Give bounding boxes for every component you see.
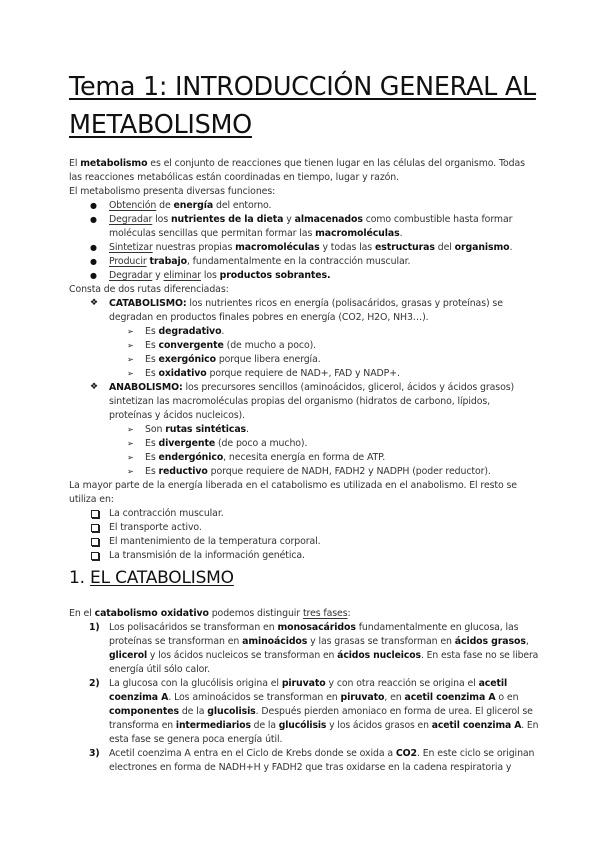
phase-3-line-2: electrones en forma de NADH+H y FADH2 que tras oxidarse en la cadena respiratoria y bbox=[109, 762, 512, 773]
arrow-bullet-icon: ➢ bbox=[127, 467, 134, 476]
anabolismo-line-3: proteínas y ácidos nucleicos). bbox=[109, 410, 245, 421]
rutas-line: Consta de dos rutas diferenciadas: bbox=[69, 284, 229, 295]
uso-item-1: La contracción muscular. bbox=[109, 508, 224, 519]
anabolismo-line-1: ANABOLISMO: los precursores sencillos (aminoácidos, glicerol, ácidos y ácidos grasos) bbox=[109, 382, 515, 393]
arrow-bullet-icon: ➢ bbox=[127, 439, 134, 448]
uso-item-2: El transporte activo. bbox=[109, 522, 202, 533]
checkbox-square-icon bbox=[91, 510, 99, 518]
phase-number-3: 3) bbox=[89, 748, 100, 759]
phase-1-line-1: Los polisacáridos se transforman en monosacáridos fundamentalmente en glucosa, las bbox=[109, 622, 519, 633]
catabolismo-line-1: CATABOLISMO: los nutrientes ricos en energía (polisacáridos, grasas y proteínas) se bbox=[109, 298, 503, 309]
anabolismo-trait-2: Es divergente (de poco a mucho). bbox=[145, 438, 308, 449]
page-title-line-2: METABOLISMO bbox=[69, 110, 252, 140]
function-item-3: Sintetizar nuestras propias macromoléculas y todas las estructuras del organismo. bbox=[109, 242, 513, 253]
arrow-bullet-icon: ➢ bbox=[127, 327, 134, 336]
phase-2-line-2: coenzima A. Los aminoácidos se transforman en piruvato, en acetil coenzima A o en bbox=[109, 692, 519, 703]
checkbox-square-icon bbox=[91, 552, 99, 560]
phase-2-line-4: transforma en intermediarios de la glucólisis y los ácidos grasos en acetil coenzima A. En bbox=[109, 720, 539, 731]
diamond-bullet-icon: ❖ bbox=[90, 382, 99, 392]
intro-line-3: El metabolismo presenta diversas funciones: bbox=[69, 186, 276, 197]
function-item-2: Degradar los nutrientes de la dieta y almacenados como combustible hasta formar bbox=[109, 214, 513, 225]
anabolismo-line-2: sintetizan las macromoléculas propias del organismo (hidratos de carbono, lípidos, bbox=[109, 396, 491, 407]
phase-2-line-5: esta fase se genera poca energía útil. bbox=[109, 734, 283, 745]
function-item-2-cont: moléculas sencillas que permitan formar las macromoléculas. bbox=[109, 228, 403, 239]
energia-line-2: utiliza en: bbox=[69, 494, 114, 505]
catabolismo-trait-3: Es exergónico porque libera energía. bbox=[145, 354, 321, 365]
energia-line-1: La mayor parte de la energía liberada en el catabolismo es utilizada en el anabolismo. El resto se bbox=[69, 480, 517, 491]
phase-1-line-2: proteínas se transforman en aminoácidos y las grasas se transforman en ácidos grasos, bbox=[109, 636, 529, 647]
function-item-4: Producir trabajo, fundamentalmente en la contracción muscular. bbox=[109, 256, 411, 267]
phase-2-line-3: componentes de la glucolisis. Después pierden amoniaco en forma de urea. El glicerol se bbox=[109, 706, 533, 717]
intro-line-2: las reacciones metabólicas están coordinadas en tiempo, lugar y razón. bbox=[69, 172, 399, 183]
phase-number-1: 1) bbox=[89, 622, 100, 633]
arrow-bullet-icon: ➢ bbox=[127, 341, 134, 350]
arrow-bullet-icon: ➢ bbox=[127, 425, 134, 434]
catabolismo-trait-4: Es oxidativo porque requiere de NAD+, FAD y NADP+. bbox=[145, 368, 400, 379]
anabolismo-trait-3: Es endergónico, necesita energía en forma de ATP. bbox=[145, 452, 386, 463]
anabolismo-trait-1: Son rutas sintéticas. bbox=[145, 424, 249, 435]
bullet-dot-icon: ● bbox=[90, 257, 97, 266]
bullet-dot-icon: ● bbox=[90, 243, 97, 252]
arrow-bullet-icon: ➢ bbox=[127, 355, 134, 364]
phase-number-2: 2) bbox=[89, 678, 100, 689]
arrow-bullet-icon: ➢ bbox=[127, 453, 134, 462]
bullet-dot-icon: ● bbox=[90, 201, 97, 210]
phase-3-line-1: Acetil coenzima A entra en el Ciclo de Krebs donde se oxida a CO2. En este ciclo se originan bbox=[109, 748, 535, 759]
phase-1-line-3: glicerol y los ácidos nucleicos se transforman en ácidos nucleicos. En esta fase no se libera bbox=[109, 650, 539, 661]
bullet-dot-icon: ● bbox=[90, 215, 97, 224]
bullet-dot-icon: ● bbox=[90, 271, 97, 280]
catabolismo-line-2: degradan en productos finales pobres en energía (CO2, H2O, NH3…). bbox=[109, 312, 429, 323]
uso-item-4: La transmisión de la información genética. bbox=[109, 550, 305, 561]
arrow-bullet-icon: ➢ bbox=[127, 369, 134, 378]
phase-1-line-4: energía útil sólo calor. bbox=[109, 664, 211, 675]
checkbox-square-icon bbox=[91, 524, 99, 532]
intro-line-1: El metabolismo es el conjunto de reacciones que tienen lugar en las células del organismo. Todas bbox=[69, 158, 525, 169]
phase-2-line-1: La glucosa con la glucólisis origina el piruvato y con otra reacción se origina el acetil bbox=[109, 678, 508, 689]
checkbox-square-icon bbox=[91, 538, 99, 546]
catabolismo-trait-2: Es convergente (de mucho a poco). bbox=[145, 340, 317, 351]
uso-item-3: El mantenimiento de la temperatura corporal. bbox=[109, 536, 321, 547]
diamond-bullet-icon: ❖ bbox=[90, 298, 99, 308]
anabolismo-trait-4: Es reductivo porque requiere de NADH, FADH2 y NADPH (poder reductor). bbox=[145, 466, 491, 477]
function-item-1: Obtención de energía del entorno. bbox=[109, 200, 272, 211]
section-intro: En el catabolismo oxidativo podemos distinguir tres fases: bbox=[69, 608, 351, 619]
function-item-5: Degradar y eliminar los productos sobrantes. bbox=[109, 270, 331, 281]
page-title-line-1: Tema 1: INTRODUCCIÓN GENERAL AL bbox=[69, 72, 536, 102]
section-heading: 1. EL CATABOLISMO bbox=[69, 568, 234, 588]
catabolismo-trait-1: Es degradativo. bbox=[145, 326, 225, 337]
